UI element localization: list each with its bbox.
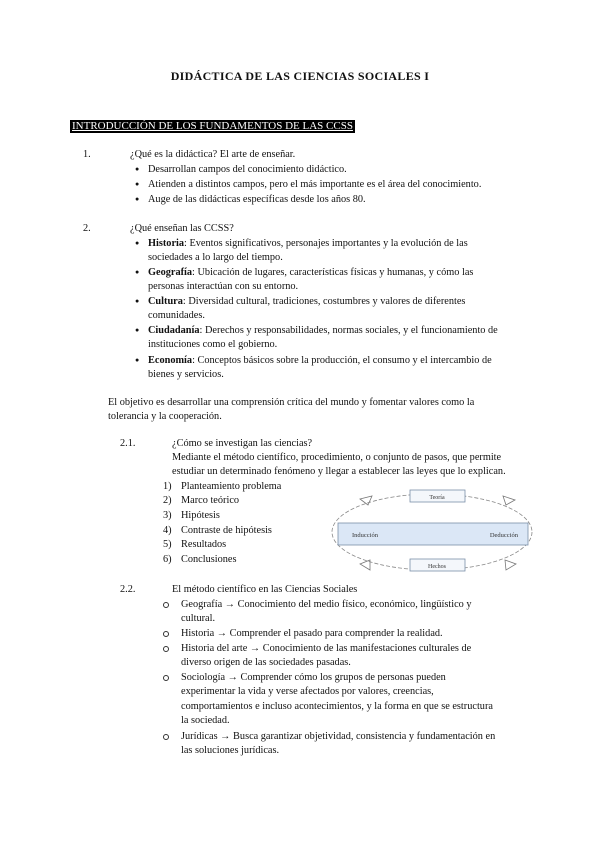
step-label: Marco teórico [181,495,240,506]
arrow-icon [503,496,515,505]
s21-heading: ¿Cómo se investigan las ciencias? [172,438,313,449]
bullet-icon: ● [135,356,140,364]
q2-item-ciudadania: Ciudadanía: Derechos y responsabilidades, normas sociales, y el funcionamiento de [148,325,498,336]
step-number: 4) [163,525,172,536]
s22-item-sociologia: Sociología → Comprender cómo los grupos de personas pueden [181,672,446,683]
bullet-icon: ● [135,297,140,305]
diagram-label-teoria: Teoría [429,495,445,501]
bullet-icon: ● [135,180,140,188]
step-number: 5) [163,539,172,550]
s21-intro-1: Mediante el método científico, procedimiento, o conjunto de pasos, que permite [172,452,502,463]
arrow-icon [360,496,372,505]
s22-item-arte-cont: diverso origen de las sociedades pasadas. [181,657,351,668]
step-label: Conclusiones [181,554,237,565]
q2-item-geografia-cont: personas interactúan con su entorno. [148,281,299,292]
q2-item-historia: Historia: Eventos significativos, personajes importantes y la evolución de las [148,238,468,249]
q2-number: 2. [83,223,91,234]
s22-number: 2.2. [120,584,136,595]
arrow-icon [505,560,516,570]
circle-bullet-icon [163,646,169,652]
q2-question: ¿Qué enseñan las CCSS? [130,223,234,234]
s22-item-sociologia-cont-2: comportamientos e incluso acontecimientos, y la forma en que se estructura [181,701,493,712]
diagram-label-hechos: Hechos [428,564,446,570]
bullet-icon: ● [135,165,140,173]
circle-bullet-icon [163,602,169,608]
step-label: Resultados [181,539,227,550]
scientific-method-diagram [330,486,535,576]
s22-item-historia: Historia → Comprender el pasado para comprender la realidad. [181,628,443,639]
diagram-label-induccion: Inducción [352,532,378,539]
q2-item-geografia: Geografía: Ubicación de lugares, características físicas y humanas, y cómo las [148,267,474,278]
q2-item-cultura-cont: comunidades. [148,310,205,321]
step-label: Hipótesis [181,510,220,521]
s22-item-sociologia-cont-1: experimentar la vida y verse afectados por valores, creencias, [181,686,434,697]
s22-item-sociologia-cont-3: la sociedad. [181,715,230,726]
s22-item-juridicas-cont: las soluciones jurídicas. [181,745,280,756]
q1-bullet-1: Desarrollan campos del conocimiento didáctico. [148,164,347,175]
bullet-icon: ● [135,195,140,203]
q1-question: ¿Qué es la didáctica? El arte de enseñar. [130,149,296,160]
s21-intro-2: estudiar un determinado fenómeno y llegar a establecer las leyes que lo explican. [172,466,506,477]
q1-bullet-2: Atienden a distintos campos, pero el más importante es el área del conocimiento. [148,179,482,190]
section-heading: INTRODUCCIÓN DE LOS FUNDAMENTOS DE LAS CCSS [72,120,353,132]
bullet-icon: ● [135,326,140,334]
s22-item-geografia-cont: cultural. [181,613,216,624]
circle-bullet-icon [163,675,169,681]
step-label: Contraste de hipótesis [181,525,272,536]
q1-number: 1. [83,149,91,160]
s22-item-juridicas: Jurídicas → Busca garantizar objetividad, consistencia y fundamentación en [181,731,496,742]
s22-item-arte: Historia del arte → Conocimiento de las manifestaciones culturales de [181,643,472,654]
page-title: DIDÁCTICA DE LAS CIENCIAS SOCIALES I [170,69,430,83]
step-number: 6) [163,554,172,565]
q2-item-cultura: Cultura: Diversidad cultural, tradiciones, costumbres y valores de diferentes [148,296,466,307]
q2-item-economia-cont: bienes y servicios. [148,369,224,380]
q2-item-historia-cont: sociedades a lo largo del tiempo. [148,252,283,263]
step-label: Planteamiento problema [181,481,282,492]
step-number: 1) [163,481,172,492]
objective-line-2: tolerancia y la cooperación. [108,411,222,422]
step-number: 2) [163,495,172,506]
objective-line-1: El objetivo es desarrollar una comprensión crítica del mundo y fomentar valores como la [108,397,475,408]
q2-item-economia: Economía: Conceptos básicos sobre la producción, el consumo y el intercambio de [148,355,492,366]
q1-bullet-3: Auge de las didácticas específicas desde los años 80. [148,194,366,205]
circle-bullet-icon [163,631,169,637]
bullet-icon: ● [135,268,140,276]
circle-bullet-icon [163,734,169,740]
bullet-icon: ● [135,239,140,247]
step-number: 3) [163,510,172,521]
s22-item-geografia: Geografía → Conocimiento del medio físico, económico, lingüístico y [181,599,472,610]
diagram-label-deduccion: Deducción [489,532,518,539]
q2-item-ciudadania-cont: instituciones como el gobierno. [148,339,278,350]
s21-number: 2.1. [120,438,136,449]
s22-heading: El método científico en las Ciencias Sociales [172,584,358,595]
